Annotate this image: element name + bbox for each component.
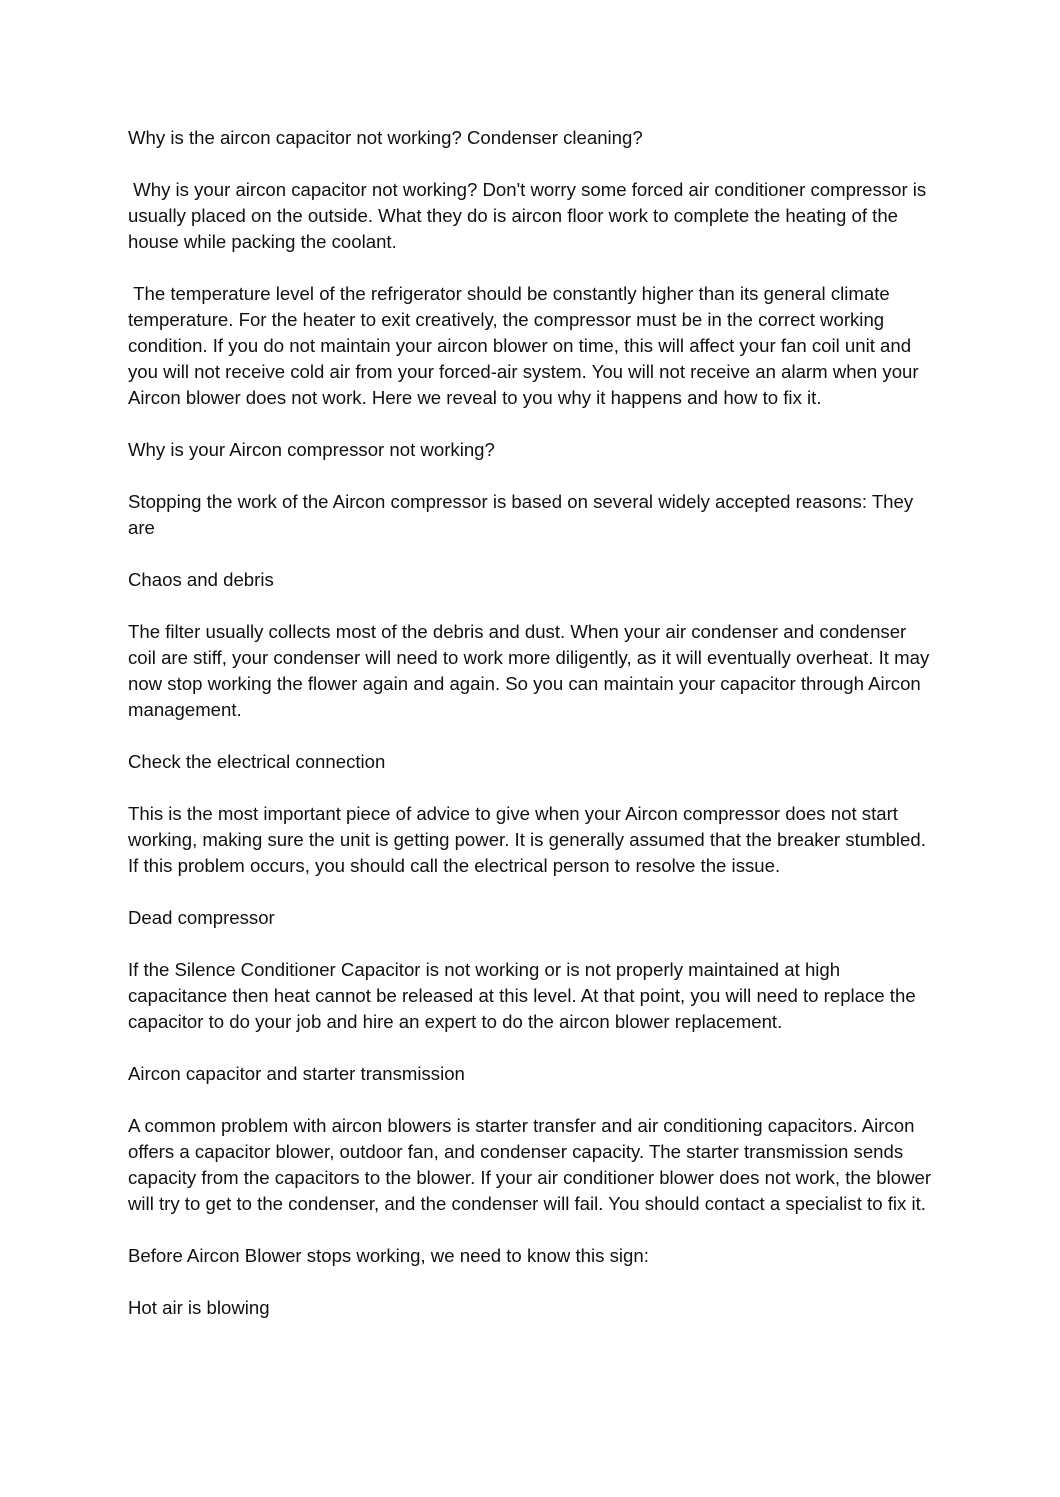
document-title: Why is the aircon capacitor not working? Condenser cleaning? xyxy=(128,127,643,148)
section-heading: Chaos and debris xyxy=(128,569,274,590)
section-heading: Dead compressor xyxy=(128,907,275,928)
section-heading: Check the electrical connection xyxy=(128,751,386,772)
paragraph: If the Silence Conditioner Capacitor is not working or is not properly maintained at high capacitance then heat cannot be released at this level. At that point, you will need to replace the capacitor to do your job and hire an expert to do the aircon blower replacement. xyxy=(128,959,921,1032)
section-heading: Hot air is blowing xyxy=(128,1297,270,1318)
paragraph: A common problem with aircon blowers is starter transfer and air conditioning capacitors. Aircon offers a capacitor blower, outdoor fan, and condenser capacity. The starter transmission sends capacity from the capacitors to the blower. If your air conditioner blower does not work, the blower will try to get to the condenser, and the condenser will fail. You should contact a specialist to fix it. xyxy=(128,1115,937,1214)
paragraph: The temperature level of the refrigerator should be constantly higher than its general climate temperature. For the heater to exit creatively, the compressor must be in the correct working condition. If you do not maintain your aircon blower on time, this will affect your fan coil unit and you will not receive cold air from your forced-air system. You will not receive an alarm when your Aircon blower does not work. Here we reveal to you why it happens and how to fix it. xyxy=(128,283,923,408)
paragraph: Before Aircon Blower stops working, we need to know this sign: xyxy=(128,1245,649,1266)
paragraph: The filter usually collects most of the debris and dust. When your air condenser and condenser coil are stiff, your condenser will need to work more diligently, as it will eventually overheat. It may now stop working the flower again and again. So you can maintain your capacitor through Aircon management. xyxy=(128,621,935,720)
section-heading: Why is your Aircon compressor not working? xyxy=(128,439,495,460)
paragraph: This is the most important piece of advice to give when your Aircon compressor does not start working, making sure the unit is getting power. It is generally assumed that the breaker stumbled. If this problem occurs, you should call the electrical person to resolve the issue. xyxy=(128,803,932,876)
paragraph: Why is your aircon capacitor not working? Don't worry some forced air conditioner compressor is usually placed on the outside. What they do is aircon floor work to complete the heating of the house while packing the coolant. xyxy=(128,179,932,252)
section-heading: Aircon capacitor and starter transmission xyxy=(128,1063,465,1084)
document-page xyxy=(128,125,937,1347)
paragraph: Stopping the work of the Aircon compressor is based on several widely accepted reasons: They are xyxy=(128,491,919,538)
